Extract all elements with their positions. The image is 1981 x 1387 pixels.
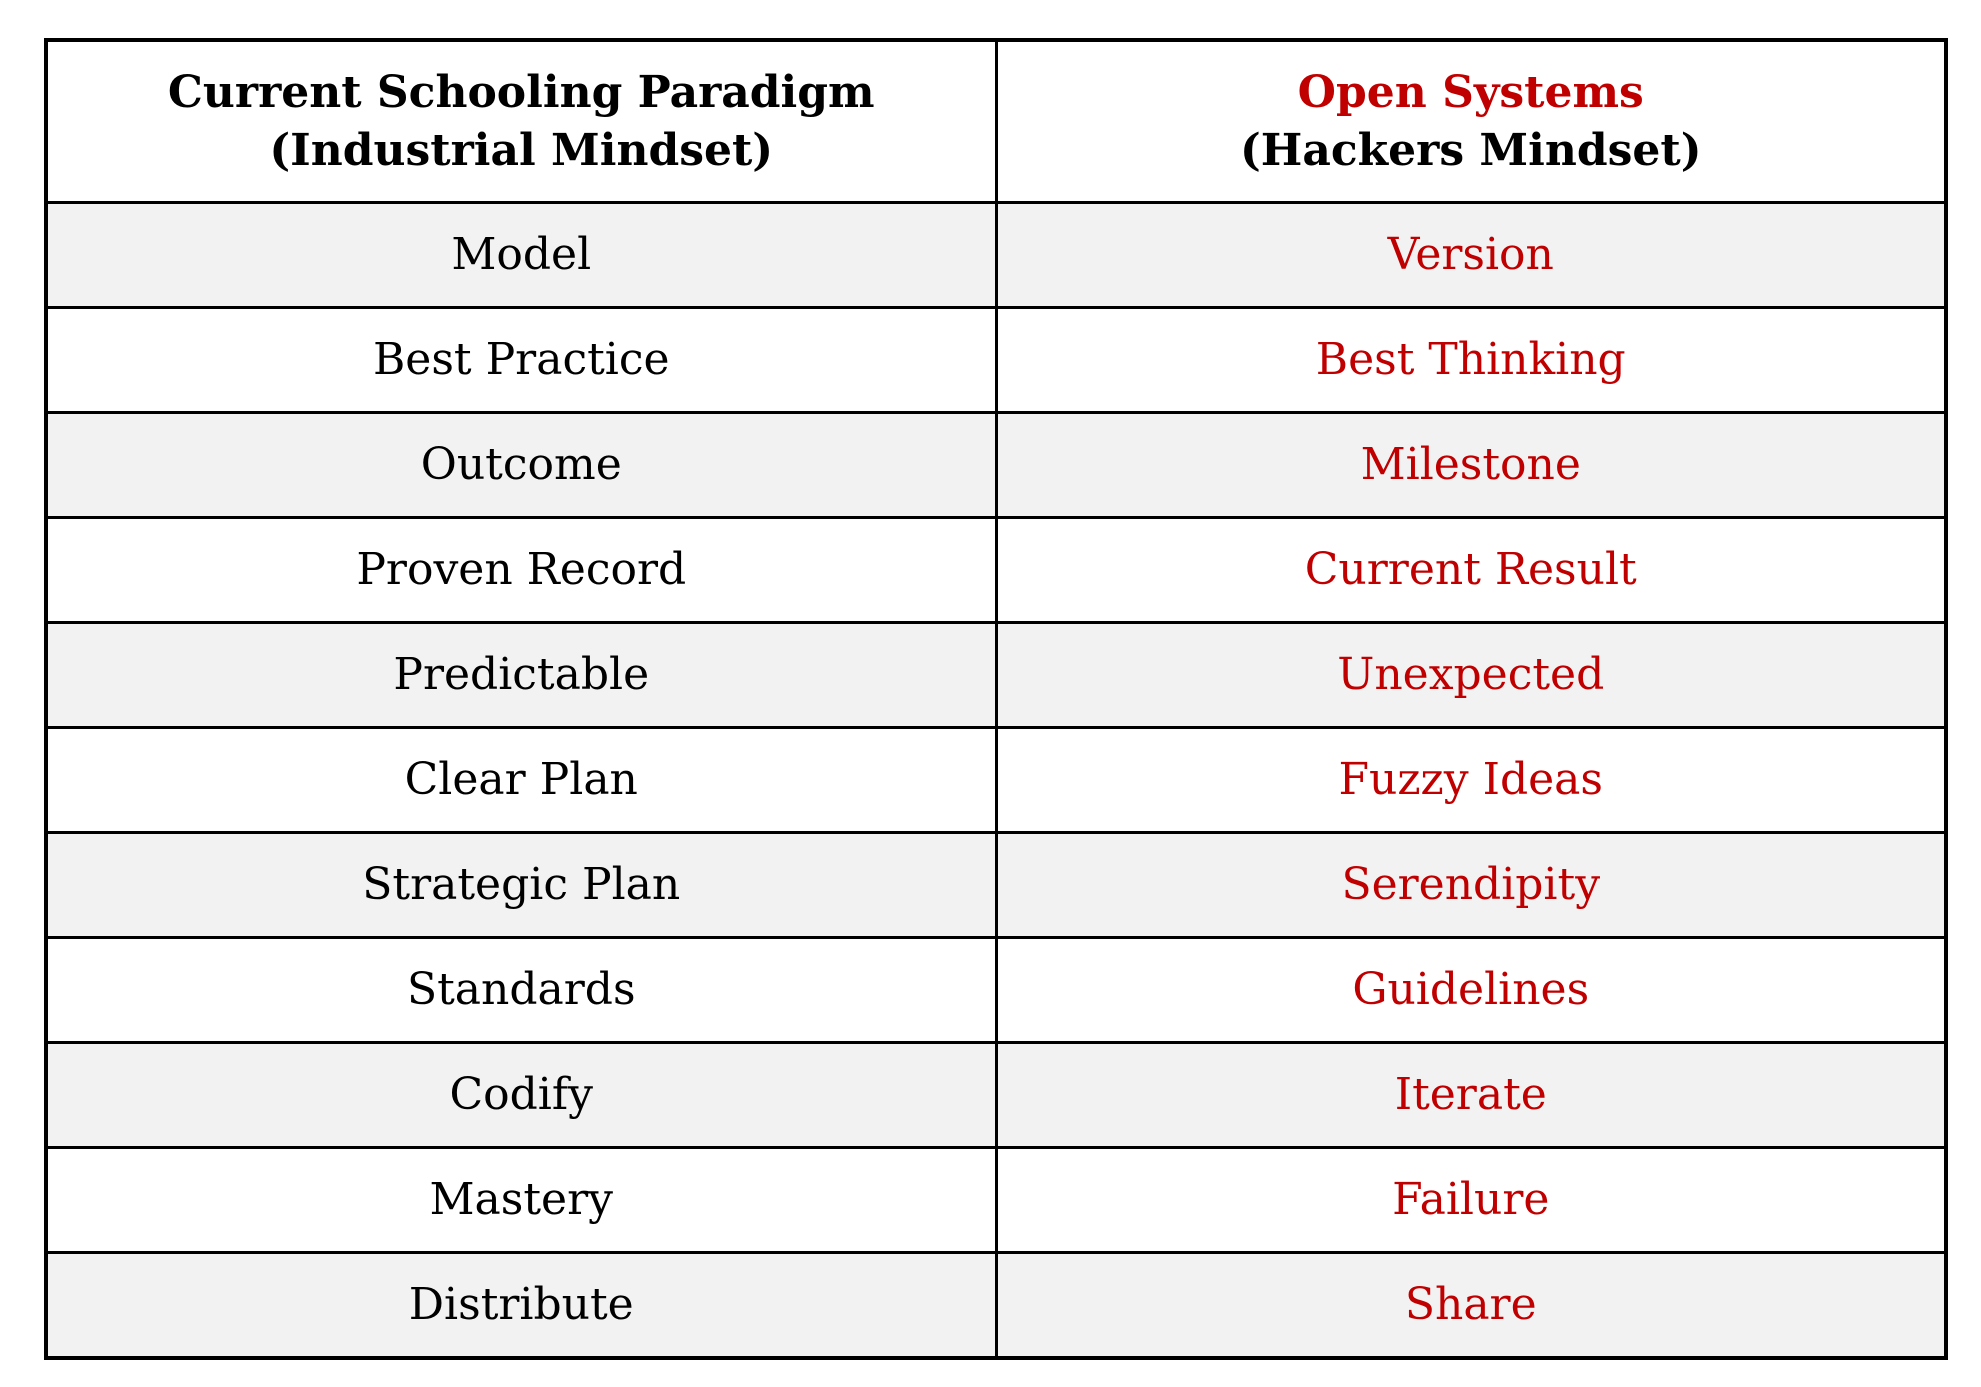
- table-row: [46, 728, 1946, 833]
- header-industrial-mindset: [46, 40, 996, 203]
- header-hackers-mindset: [996, 40, 1946, 203]
- industrial-term: Standards: [46, 938, 996, 1043]
- hacker-term: Best Thinking: [996, 308, 1946, 413]
- industrial-term: Outcome: [46, 413, 996, 518]
- hacker-term: Iterate: [996, 1043, 1946, 1148]
- industrial-term: Proven Record: [46, 518, 996, 623]
- table-row: [46, 1253, 1946, 1359]
- hacker-term: Version: [996, 203, 1946, 308]
- header-right-subtitle: (Hackers Mindset): [1239, 124, 1702, 176]
- table-row: [46, 623, 1946, 728]
- table-row: [46, 1148, 1946, 1253]
- industrial-term: Clear Plan: [46, 728, 996, 833]
- header-row: [46, 40, 1946, 203]
- industrial-term: Codify: [46, 1043, 996, 1148]
- hacker-term: Serendipity: [996, 833, 1946, 938]
- header-right-title: Open Systems: [1297, 66, 1644, 118]
- hacker-term: Milestone: [996, 413, 1946, 518]
- hacker-term: Fuzzy Ideas: [996, 728, 1946, 833]
- comparison-table: [44, 38, 1948, 1360]
- industrial-term: Model: [46, 203, 996, 308]
- hacker-term: Current Result: [996, 518, 1946, 623]
- hacker-term: Unexpected: [996, 623, 1946, 728]
- table-row: [46, 938, 1946, 1043]
- industrial-term: Distribute: [46, 1253, 996, 1359]
- industrial-term: Strategic Plan: [46, 833, 996, 938]
- header-left-subtitle: (Industrial Mindset): [269, 124, 774, 176]
- industrial-term: Mastery: [46, 1148, 996, 1253]
- hacker-term: Guidelines: [996, 938, 1946, 1043]
- table-row: [46, 1043, 1946, 1148]
- hacker-term: Share: [996, 1253, 1946, 1359]
- industrial-term: Best Practice: [46, 308, 996, 413]
- hacker-term: Failure: [996, 1148, 1946, 1253]
- table-row: [46, 203, 1946, 308]
- header-left-title: Current Schooling Paradigm: [167, 66, 875, 118]
- industrial-term: Predictable: [46, 623, 996, 728]
- table-row: [46, 833, 1946, 938]
- table-row: [46, 308, 1946, 413]
- table-row: [46, 518, 1946, 623]
- table-row: [46, 413, 1946, 518]
